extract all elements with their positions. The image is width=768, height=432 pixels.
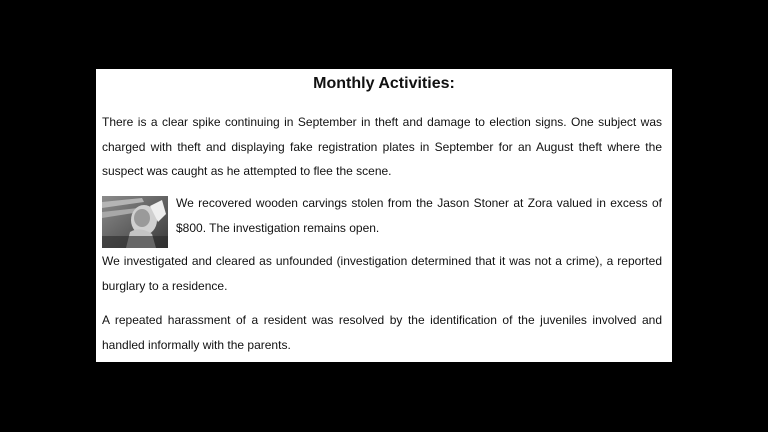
slide [96, 69, 672, 362]
carving-photo-icon [102, 196, 168, 248]
slide-title: Monthly Activities: [313, 75, 455, 92]
carving-photo [102, 196, 168, 248]
paragraph-carvings-recovered: We recovered wooden carvings stolen from the Jason Stoner at Zora valued in excess of $800. The investigation remains open. [176, 196, 662, 235]
paragraph-burglary-unfounded: We investigated and cleared as unfounded (investigation determined that it was not a crime), a reported burglary to a residence. [102, 254, 662, 293]
paragraph-election-signs: There is a clear spike continuing in September in theft and damage to election signs. One subject was charged with theft and displaying fake registration plates in September for an August theft where the suspect was caught as he attempted to flee the scene. [102, 115, 662, 178]
paragraph-harassment-resolved: A repeated harassment of a resident was resolved by the identification of the juveniles involved and handled informally with the parents. [102, 313, 662, 352]
